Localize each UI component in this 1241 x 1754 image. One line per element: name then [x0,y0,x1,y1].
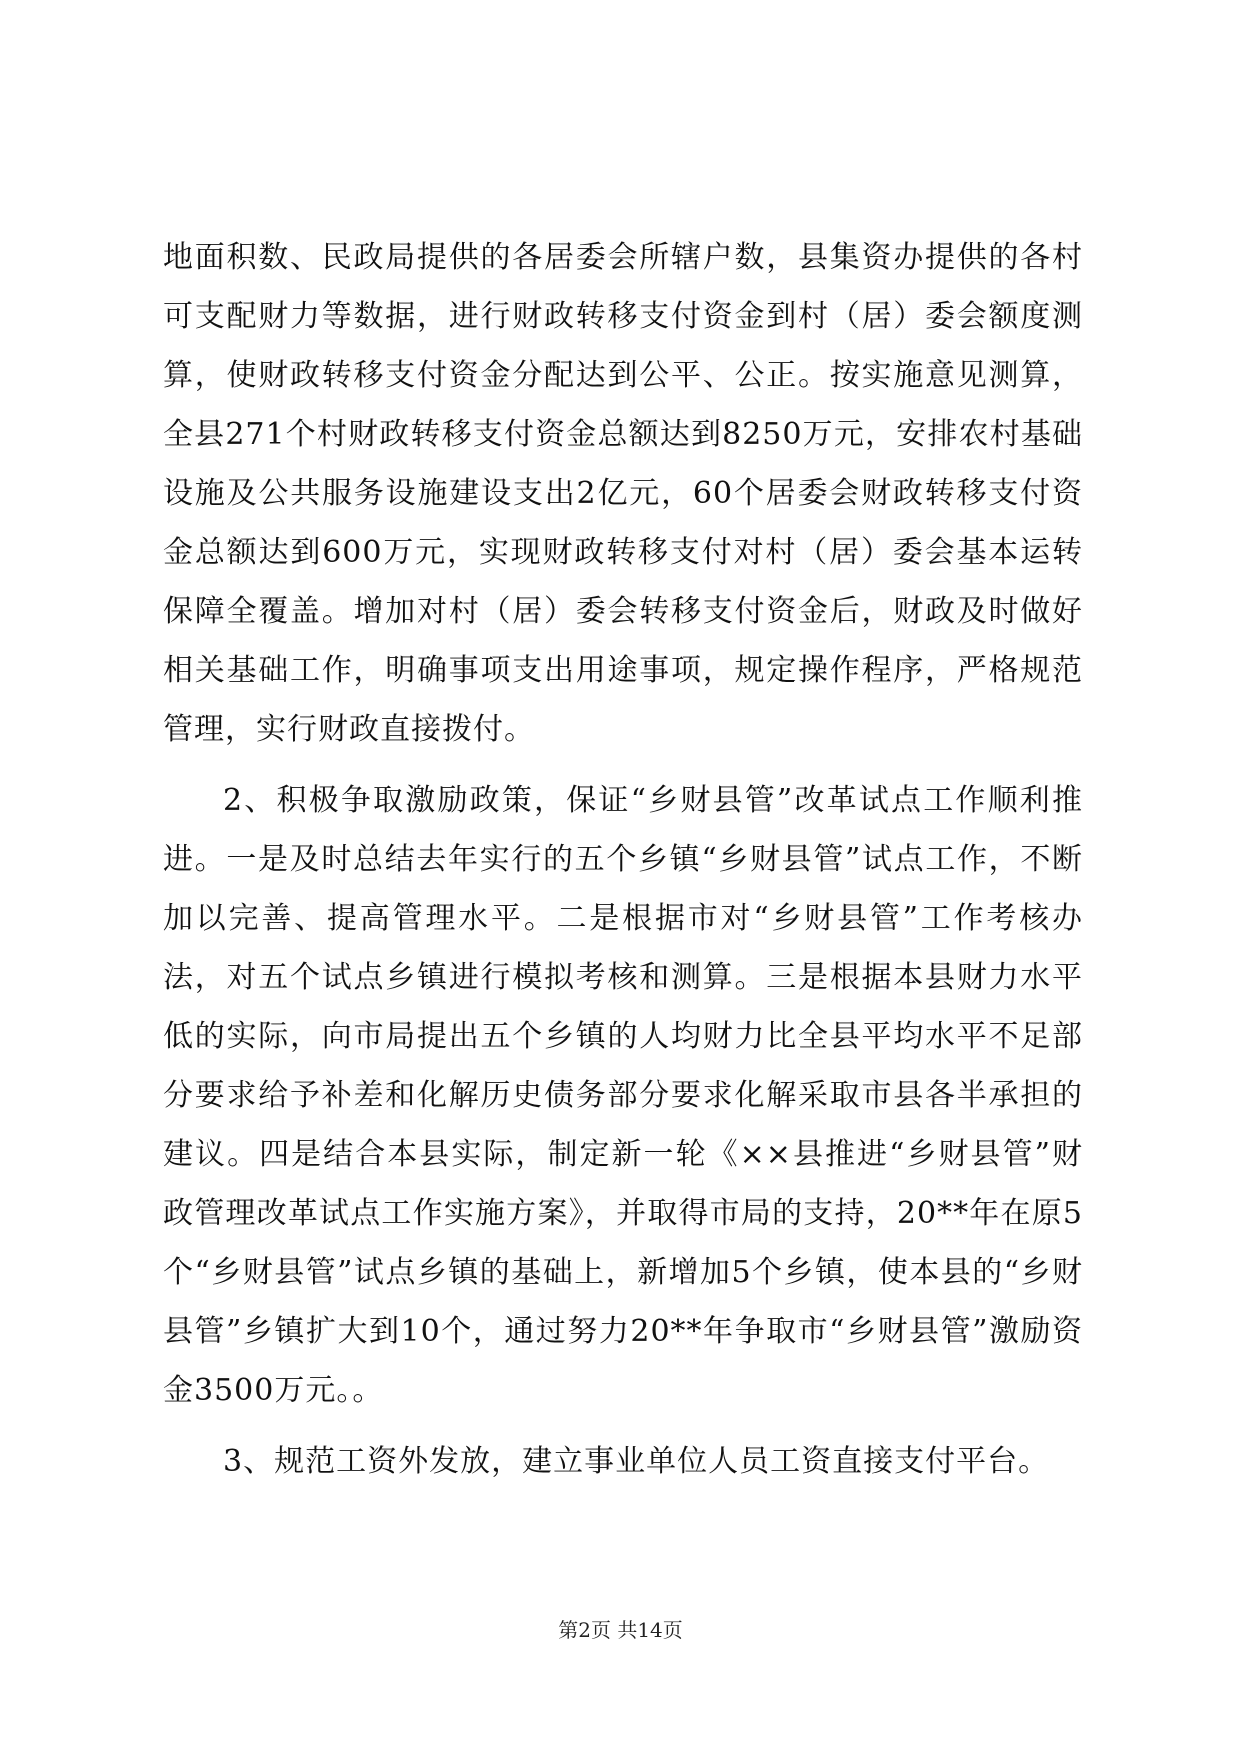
document-body [163,228,1083,1503]
paragraph-3: 3、规范工资外发放，建立事业单位人员工资直接支付平台。 [223,1444,1050,1479]
paragraph-2: 2、积极争取激励政策，保证“乡财县管”改革试点工作顺利推进。一是及时总结去年实行的五个乡镇“乡财县管”试点工作，不断加以完善、提高管理水平。二是根据市对“乡财县管”工作考核办法，对五个试点乡镇进行模拟考核和测算。三是根据本县财力水平低的实际，向市局提出五个乡镇的人均财力比全县平均水平不足部分要求给予补差和化解历史债务部分要求化解采取市县各半承担的建议。四是结合本县实际，制定新一轮《××县推进“乡财县管”财政管理改革试点工作实施方案》，并取得市局的支持，20**年在原5个“乡财县管”试点乡镇的基础上，新增加5个乡镇，使本县的“乡财县管”乡镇扩大到10个，通过努力20**年争取市“乡财县管”激励资金3500万元。。 [163,783,1083,1408]
page-footer: 第2页 共14页 [558,1618,683,1642]
paragraph-1: 地面积数、民政局提供的各居委会所辖户数，县集资办提供的各村可支配财力等数据，进行财政转移支付资金到村（居）委会额度测算，使财政转移支付资金分配达到公平、公正。按实施意见测算，全县271个村财政转移支付资金总额达到8250万元，安排农村基础设施及公共服务设施建设支出2亿元，60个居委会财政转移支付资金总额达到600万元，实现财政转移支付对村（居）委会基本运转保障全覆盖。增加对村（居）委会转移支付资金后，财政及时做好相关基础工作，明确事项支出用途事项，规定操作程序，严格规范管理，实行财政直接拨付。 [163,240,1083,747]
